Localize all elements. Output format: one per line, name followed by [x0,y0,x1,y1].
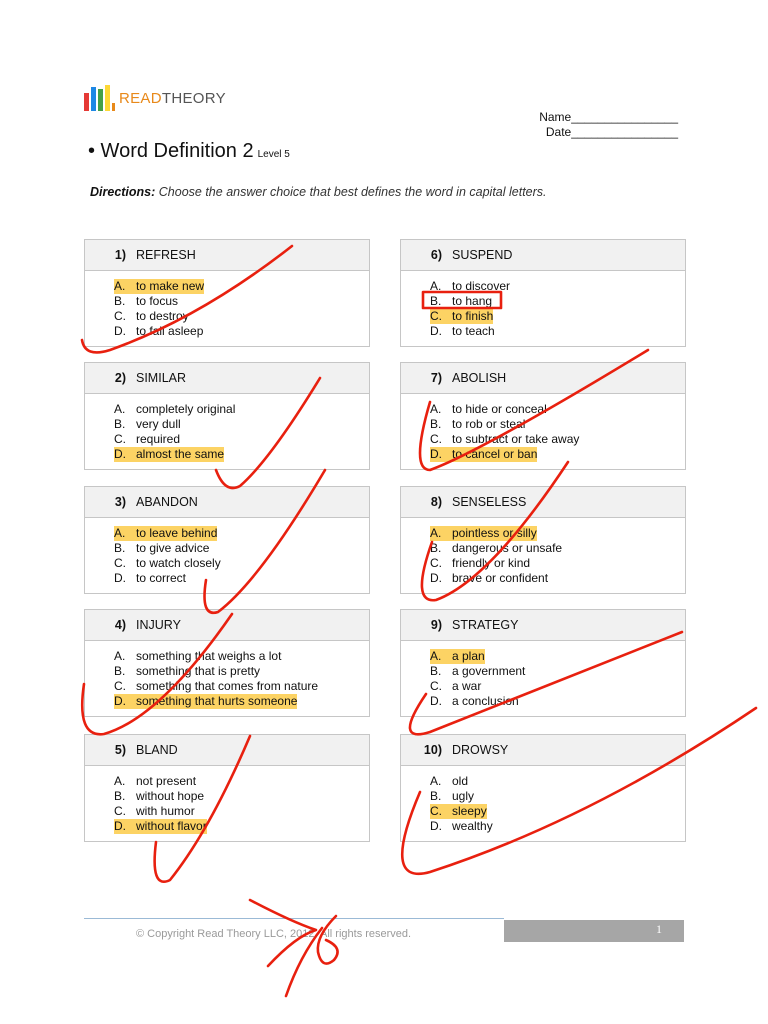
option-text: to discover [452,279,511,293]
score-slash-mark [286,928,322,996]
option-letter-highlighted: C. [430,309,452,324]
option-text: to leave behind [136,526,218,540]
check-mark [410,632,682,734]
check-mark [82,614,232,734]
logo-text: READTHEORY [119,89,226,107]
option-text: not present [136,774,197,788]
option-text: a war [452,679,482,693]
option-letter-highlighted: D. [114,447,136,462]
option-text: dangerous or unsafe [452,541,563,555]
option-text: friendly or kind [452,556,531,570]
option-letter: D. [430,819,442,833]
option-text: almost the same [136,447,225,461]
option-letter: A. [114,649,126,663]
option-letter: B. [114,294,126,308]
option-letter: D. [430,571,442,585]
option-text: something that is pretty [136,664,261,678]
level-label: Level 5 [257,149,290,160]
option-text: something that hurts someone [136,694,298,708]
option-letter: B. [430,294,442,308]
copyright-text: © Copyright Read Theory LLC, 2012. All rights reserved. [136,928,412,940]
option-letter: B. [114,417,126,431]
check-mark [82,246,292,352]
option-text: sleepy [452,804,487,818]
question-word: INJURY [136,618,181,632]
option-letter-highlighted: A. [430,526,452,541]
option-letter-highlighted: D. [114,694,136,709]
question-word: STRATEGY [452,618,519,632]
option-letter: D. [114,571,126,585]
option-letter: D. [430,694,442,708]
question-number: 7) [430,371,442,385]
page-number: 1 [656,922,662,936]
option-letter: C. [114,309,126,323]
option-text: completely original [136,402,236,416]
option-letter: D. [114,324,126,338]
option-text: to subtract or take away [452,432,580,446]
option-text: brave or confident [452,571,549,585]
option-text: to cancel or ban [452,447,538,461]
option-text: old [452,774,469,788]
question-word: BLAND [136,743,178,757]
option-letter: C. [114,804,126,818]
option-letter: B. [430,541,442,555]
name-line: Name________________ [539,110,678,124]
option-text: without flavor [136,819,207,833]
option-text: to teach [452,324,495,338]
option-letter: B. [114,541,126,555]
option-text: to destroy [136,309,189,323]
option-letter-highlighted: A. [114,526,136,541]
worksheet-title: • Word Definition 2 Level 5 [88,140,290,162]
option-text: with humor [136,804,195,818]
question-number: 8) [430,495,442,509]
check-mark [420,350,648,470]
option-letter: B. [430,664,442,678]
option-letter: D. [430,324,442,338]
check-mark [205,470,326,613]
option-letter: A. [114,774,126,788]
check-mark [402,708,756,874]
option-text: to watch closely [136,556,221,570]
option-letter: B. [430,417,442,431]
option-text: to correct [136,571,187,585]
option-text: very dull [136,417,181,431]
question-number: 10) [423,743,442,757]
option-text: to give advice [136,541,210,555]
option-letter-highlighted: A. [430,649,452,664]
option-text: to hide or conceal [452,402,547,416]
question-word: DROWSY [452,743,509,757]
option-letter-highlighted: D. [430,447,452,462]
option-letter: A. [430,279,442,293]
score-seven-mark [250,900,316,966]
option-letter: C. [114,432,126,446]
option-letter: C. [430,432,442,446]
date-line: Date________________ [545,125,678,139]
option-text: something that weighs a lot [136,649,282,663]
option-letter: A. [430,774,442,788]
option-text: a plan [452,649,485,663]
directions: Directions: Choose the answer choice that best defines the word in capital letters. [90,185,547,199]
score-six-mark [318,916,338,964]
option-text: to rob or steal [452,417,526,431]
check-mark [216,378,320,488]
option-letter-highlighted: C. [430,804,452,819]
option-letter: C. [430,556,442,570]
question-number: 9) [430,618,442,632]
option-text: pointless or silly [452,526,537,540]
option-text: something that comes from nature [136,679,319,693]
option-letter: C. [114,679,126,693]
option-text: to finish [452,309,494,323]
question-word: SIMILAR [136,371,187,385]
question-word: SENSELESS [452,495,527,509]
option-text: required [136,432,181,446]
option-text: a conclusion [452,694,519,708]
question-number: 1) [114,248,126,262]
option-letter: C. [430,679,442,693]
question-number: 3) [114,495,126,509]
option-letter-highlighted: D. [114,819,136,834]
option-letter: A. [430,402,442,416]
option-letter: B. [430,789,442,803]
option-text: wealthy [452,819,493,833]
question-word: ABOLISH [452,371,507,385]
option-text: without hope [136,789,205,803]
option-text: to make new [136,279,205,293]
question-word: REFRESH [136,248,196,262]
question-word: ABANDON [136,495,198,509]
question-number: 4) [114,618,126,632]
option-letter: C. [114,556,126,570]
check-mark [155,736,250,882]
option-letter: B. [114,664,126,678]
check-mark [422,462,568,600]
option-text: a government [452,664,526,678]
question-number: 6) [430,248,442,262]
answer-box-mark [423,292,501,308]
option-text: to focus [136,294,179,308]
option-text: to hang [452,294,493,308]
option-letter: A. [114,402,126,416]
option-letter-highlighted: A. [114,279,136,294]
option-text: ugly [452,789,475,803]
question-number: 5) [114,743,126,757]
question-number: 2) [114,371,126,385]
option-text: to fall asleep [136,324,204,338]
option-letter: B. [114,789,126,803]
question-word: SUSPEND [452,248,513,262]
